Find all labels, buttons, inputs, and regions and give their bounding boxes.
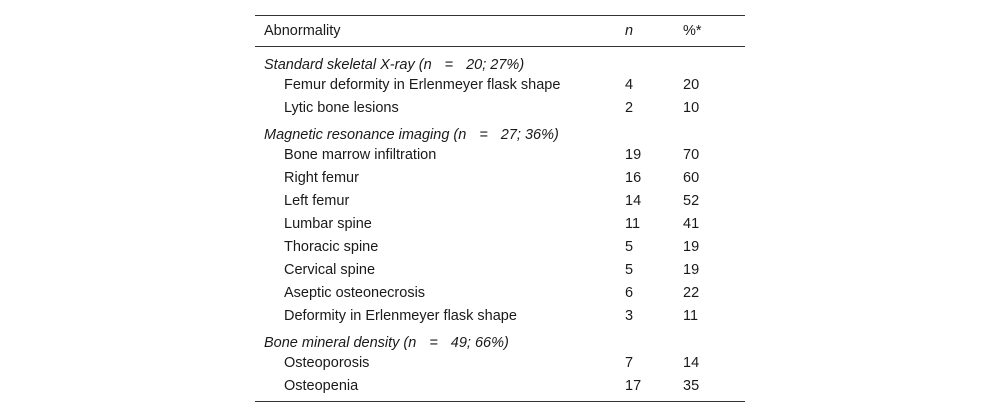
row-label: Lumbar spine [284,215,372,232]
section-row-bmd [255,327,745,351]
row-n: 16 [625,169,642,186]
abnormality-table [255,15,745,402]
table-row [255,304,745,327]
row-n: 4 [625,76,634,93]
row-percent: 22 [683,284,700,301]
row-label: Femur deformity in Erlenmeyer flask shape [284,76,561,93]
row-label: Thoracic spine [284,238,379,255]
row-n: 5 [625,238,634,255]
row-percent: 20 [683,76,700,93]
row-label: Left femur [284,192,350,209]
row-label: Right femur [284,169,359,186]
row-n: 2 [625,99,634,116]
row-label: Bone marrow infiltration [284,146,437,163]
row-n: 19 [625,146,642,163]
row-n: 7 [625,354,634,371]
row-percent: 10 [683,99,700,116]
row-percent: 52 [683,192,700,209]
row-percent: 11 [683,307,699,324]
table-row [255,189,745,212]
table-row [255,374,745,402]
row-n: 5 [625,261,634,278]
table-row [255,166,745,189]
section-row-mri [255,119,745,143]
row-label: Osteoporosis [284,354,370,371]
table-row [255,258,745,281]
row-label: Osteopenia [284,377,359,394]
row-percent: 35 [683,377,700,394]
row-n: 3 [625,307,634,324]
section-title-xray: Standard skeletal X-ray (n = 20; 27%) [264,57,525,73]
row-percent: 19 [683,261,700,278]
row-label: Aseptic osteonecrosis [284,284,426,301]
header-percent: %* [683,23,702,39]
row-n: 17 [625,377,642,394]
header-n: n [625,23,634,39]
header-abnormality: Abnormality [264,23,341,39]
table-row [255,235,745,258]
table-row [255,351,745,374]
row-percent: 19 [683,238,700,255]
abnormality-table-container [255,15,745,402]
table-header [255,16,745,47]
table-row [255,96,745,119]
row-percent: 14 [683,354,700,371]
row-percent: 60 [683,169,700,186]
table-body [255,47,745,402]
row-label: Deformity in Erlenmeyer flask shape [284,307,517,324]
table-row [255,143,745,166]
section-row-xray [255,47,745,74]
row-n: 6 [625,284,634,301]
section-title-bmd: Bone mineral density (n = 49; 66%) [264,335,509,351]
row-percent: 70 [683,146,700,163]
row-label: Lytic bone lesions [284,99,399,116]
row-n: 14 [625,192,642,209]
row-label: Cervical spine [284,261,376,278]
table-row [255,73,745,96]
table-row [255,212,745,235]
table-row [255,281,745,304]
row-percent: 41 [683,215,700,232]
header-row [255,16,745,47]
section-title-mri: Magnetic resonance imaging (n = 27; 36%) [264,127,559,143]
row-n: 11 [625,215,641,232]
